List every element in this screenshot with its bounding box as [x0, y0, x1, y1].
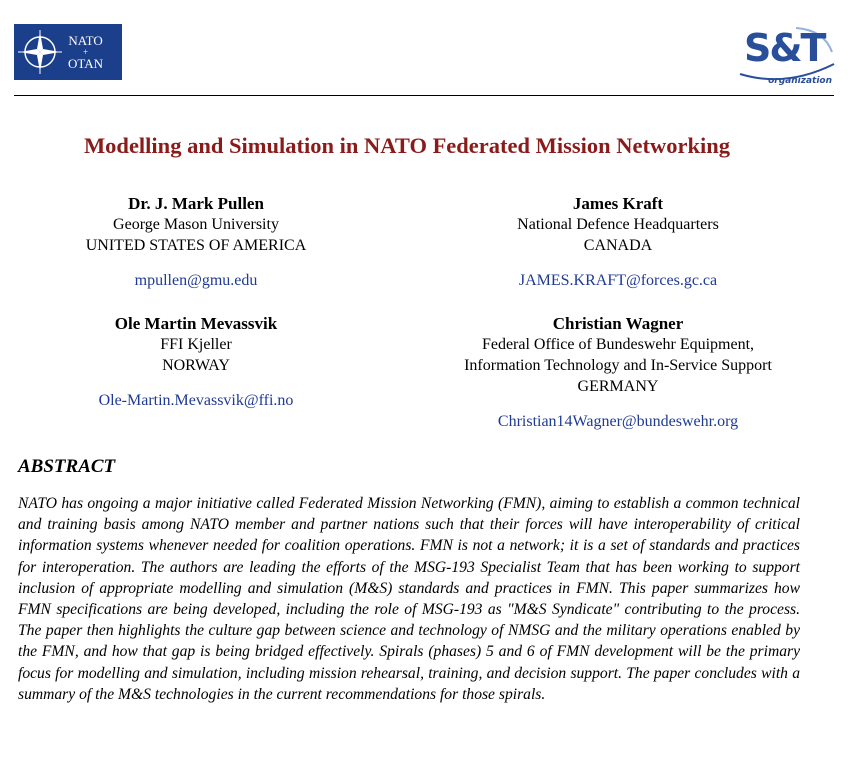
st-organization-logo — [736, 24, 836, 90]
author-affiliation: George Mason University — [113, 216, 279, 233]
author-email-link[interactable]: JAMES.KRAFT@forces.gc.ca — [518, 272, 718, 289]
author-affiliation: Federal Office of Bundeswehr Equipment, — [481, 336, 755, 353]
nato-logo-text — [68, 34, 103, 71]
header-divider — [14, 95, 834, 96]
paper-title: Modelling and Simulation in NATO Federated Mission Networking — [83, 133, 731, 158]
abstract-heading: ABSTRACT — [18, 456, 116, 477]
page-header — [14, 24, 836, 98]
author-affiliation: Information Technology and In-Service Support — [464, 357, 772, 374]
nato-logo-separator: + — [83, 46, 89, 57]
author-email-link[interactable]: mpullen@gmu.edu — [134, 272, 258, 289]
nato-compass-star-icon — [14, 24, 66, 80]
nato-logo-line: NATO — [68, 32, 103, 48]
author-affiliation: National Defence Headquarters — [517, 216, 719, 233]
author-block — [0, 313, 392, 411]
author-country: NORWAY — [162, 357, 230, 374]
st-logo-mark: S&T — [744, 26, 825, 70]
author-country: GERMANY — [577, 378, 659, 395]
abstract-body: NATO has ongoing a major initiative called Federated Mission Networking (FMN), aiming to establish a common technical and training basis among NATO member and partner nations such that their forces will have interoperability of critical information systems whenever needed for coalition operations. FMN is not a network; it is a set of standards and practices for interoperation. The authors are leading the efforts of the MSG-193 Specialist Team that has been working to support inclusion of appropriate modelling and simulation (M&S) standards and practices in FMN. This paper summarizes how FMN specifications are being developed, including the role of MSG-193 as "M&S Syndicate" contributing to the process. The paper then highlights the culture gap between science and technology of NMSG and the military operations enabled by the FMN, and how that gap is being bridged effectively. Spirals (phases) 5 and 6 of FMN development will be the primary focus for modelling and simulation, including mission rehearsal, training, and decision support. The paper concludes with a summary of the M&S technologies in the current recommendations for those spirals. — [18, 495, 800, 703]
author-email-link[interactable]: Christian14Wagner@bundeswehr.org — [497, 413, 739, 430]
author-affiliation: FFI Kjeller — [160, 336, 232, 353]
author-email-link[interactable]: Ole-Martin.Mevassvik@ffi.no — [98, 392, 294, 409]
author-name: Dr. J. Mark Pullen — [128, 194, 264, 213]
author-name: Ole Martin Mevassvik — [114, 314, 278, 333]
author-block — [0, 193, 392, 291]
author-country: UNITED STATES OF AMERICA — [85, 237, 307, 254]
author-country: CANADA — [583, 237, 653, 254]
nato-logo-line: OTAN — [68, 55, 104, 71]
author-name: James Kraft — [572, 194, 664, 213]
nato-logo — [14, 24, 122, 80]
author-block — [420, 313, 816, 432]
author-block — [420, 193, 816, 291]
st-logo-subtitle: organization — [768, 76, 832, 86]
author-name: Christian Wagner — [552, 314, 684, 333]
